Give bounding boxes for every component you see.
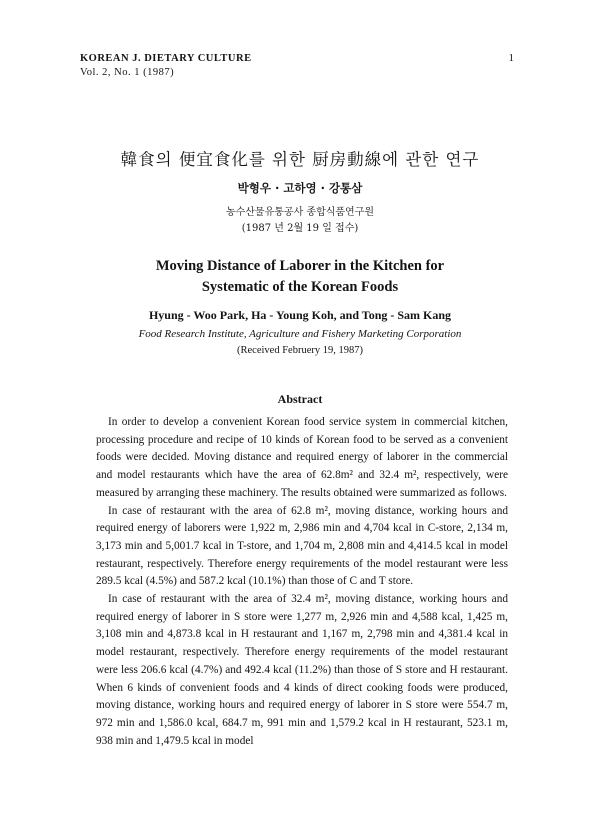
journal-header [80, 52, 252, 80]
abstract-paragraph: In order to develop a convenient Korean food service system in commercial kitchen, processing procedure and recipe of 10 kinds of Korean food to be served as a convenient foods were decided. Moving distance and required energy of laborer in the commercial and model restaurants which have the area of 62.8m² and 32.4 m², respectively, were measured by arranging these machinery. The results obtained were summarized as follows. [96, 416, 508, 499]
english-received-date: (Received Februery 19, 1987) [237, 345, 363, 356]
korean-authors: 박형우 · 고하영 · 강통삼 [237, 181, 363, 195]
page-number: 1 [508, 52, 514, 64]
abstract-body [96, 414, 508, 750]
abstract-paragraph: In case of restaurant with the area of 32.4 m², moving distance, working hours and required energy of laborer in S store were 1,277 m, 2,926 min and 4,588 kcal, 1,425 m, 3,108 min and 4,873.8 kcal in H restaurant and 1,167 m, 2,798 min and 4,381.4 kcal in model restaurant, respectively. Therefore energy requirements of the model restaurant were less 206.6 kcal (4.7%) and 492.4 kcal (11.2%) than those of S store and H restaurant. When 6 kinds of convenient foods and 4 kinds of direct cooking foods were produced, moving distance, working hours and required energy of laborer in S store were 554.7 m, 972 min and 1,586.0 kcal, 684.7 m, 991 min and 1,579.2 kcal in H restaurant, 523.1 m, 938 min and 1,479.5 kcal in model [96, 593, 508, 747]
english-title [80, 256, 520, 298]
english-title-line-1: Moving Distance of Laborer in the Kitchen for [155, 258, 445, 274]
korean-received-date: (1987 년 2월 19 일 접수) [241, 223, 359, 234]
korean-affiliation: 농수산물유통공사 종합식품연구원 [225, 207, 375, 218]
english-authors: Hyung - Woo Park, Ha - Young Koh, and Tong - Sam Kang [148, 308, 452, 322]
abstract-paragraph: In case of restaurant with the area of 62.8 m², moving distance, working hours and required energy of laborers were 1,922 m, 2,986 min and 4,704 kcal in C-store, 2,134 m, 3,173 min and 5,001.7 kcal in T-store, and 1,704 m, 2,808 min and 4,414.5 kcal in model restaurant, respectively. Therefore energy requirements of the model restaurant were less 289.5 kcal (4.5%) and 587.2 kcal (10.1%) than those of C and T store. [96, 504, 508, 588]
journal-name: KOREAN J. DIETARY CULTURE [80, 53, 252, 64]
english-title-line-2: Systematic of the Korean Foods [201, 279, 399, 295]
english-affiliation: Food Research Institute, Agriculture and Fishery Marketing Corporation [138, 328, 462, 340]
abstract-heading: Abstract [277, 392, 323, 406]
korean-title: 韓食의 便宜食化를 위한 厨房動線에 관한 연구 [120, 150, 480, 169]
journal-volume: Vol. 2, No. 1 (1987) [80, 67, 175, 78]
